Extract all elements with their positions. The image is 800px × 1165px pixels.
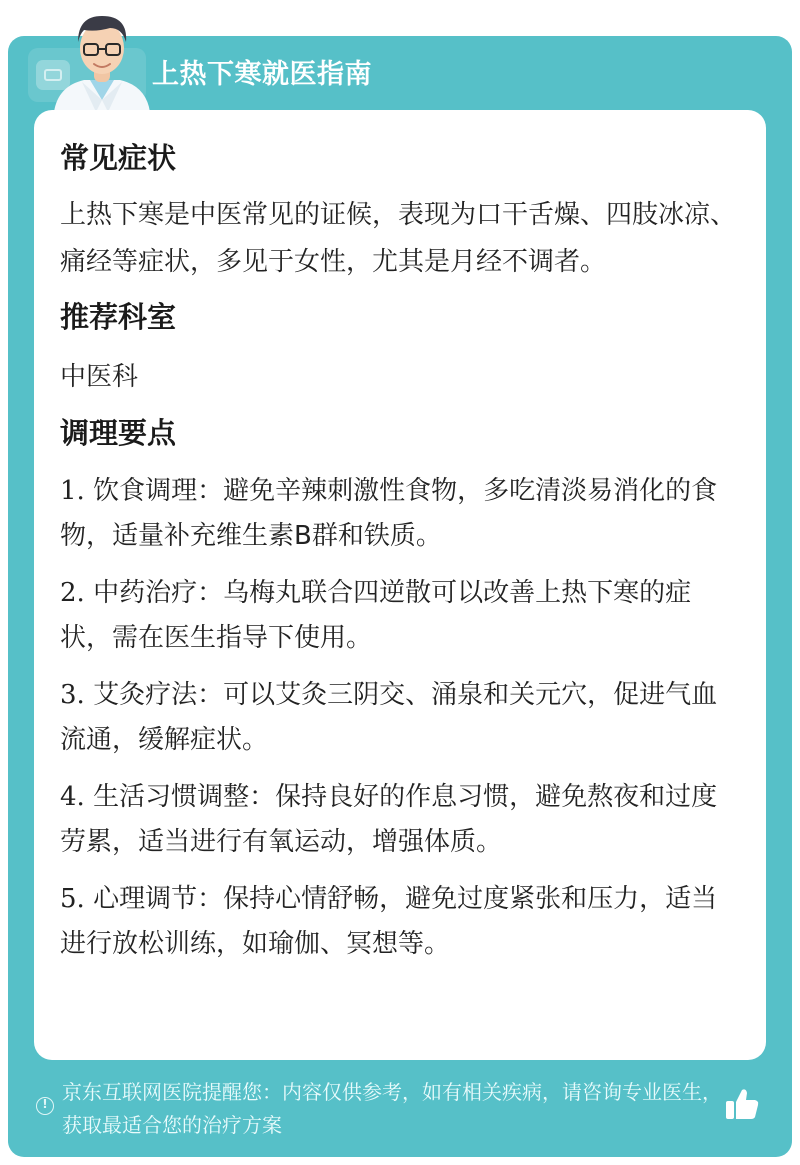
care-heading: 调理要点 <box>60 416 177 450</box>
list-item <box>60 571 740 661</box>
symptoms-heading: 常见症状 <box>60 141 177 175</box>
item-text: 饮食调理：避免辛辣刺激性食物，多吃清淡易消化的食物，适量补充维生素B群和铁质。 <box>60 476 718 551</box>
item-text: 心理调节：保持心情舒畅，避免过度紧张和压力，适当进行放松训练，如瑜伽、冥想等。 <box>60 884 718 959</box>
department-text: 中医科 <box>60 362 139 392</box>
info-icon <box>36 1097 54 1115</box>
item-number: 4. <box>60 782 85 812</box>
list-item <box>60 673 740 763</box>
disclaimer-text: 京东互联网医院提醒您：内容仅供参考，如有相关疾病，请咨询专业医生，获取最适合您的治疗方案 <box>62 1080 722 1137</box>
content-card <box>34 110 766 1060</box>
list-item <box>60 469 740 559</box>
item-number: 2. <box>60 578 85 608</box>
thumbs-up-icon[interactable] <box>722 1084 762 1124</box>
list-item <box>60 877 740 967</box>
item-text: 艾灸疗法：可以艾灸三阴交、涌泉和关元穴，促进气血流通，缓解症状。 <box>60 680 718 755</box>
item-number: 5. <box>60 884 85 914</box>
item-number: 1. <box>60 476 85 506</box>
page-title: 上热下寒就医指南 <box>152 59 372 90</box>
doctor-avatar <box>44 4 160 112</box>
item-number: 3. <box>60 680 85 710</box>
symptoms-text: 上热下寒是中医常见的证候，表现为口干舌燥、四肢冰凉、痛经等症状，多见于女性，尤其是月经不调者。 <box>60 200 737 277</box>
care-list <box>60 469 740 967</box>
item-text: 中药治疗：乌梅丸联合四逆散可以改善上热下寒的症状，需在医生指导下使用。 <box>60 578 692 653</box>
department-heading: 推荐科室 <box>60 300 177 334</box>
list-item <box>60 775 740 865</box>
item-text: 生活习惯调整：保持良好的作息习惯，避免熬夜和过度劳累，适当进行有氧运动，增强体质。 <box>60 782 718 857</box>
